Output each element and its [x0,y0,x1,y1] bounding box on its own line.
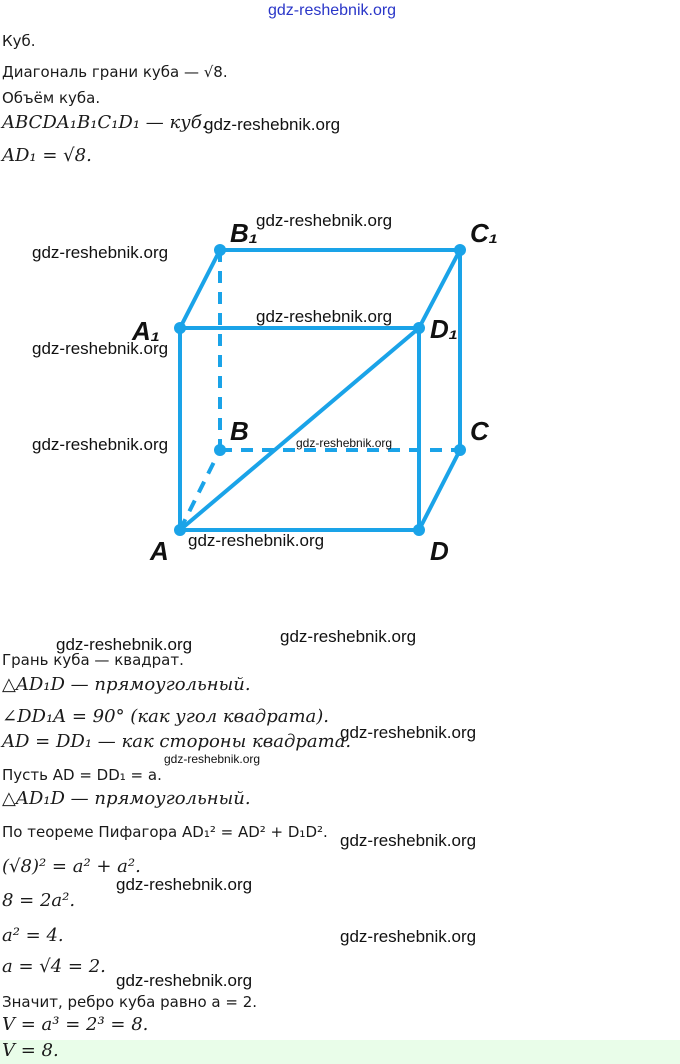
watermark: gdz-reshebnik.org [204,115,341,134]
given-line-1: Куб. [2,32,36,50]
watermark: gdz-reshebnik.org [116,875,253,894]
label-B: B [230,416,249,446]
vertex-A [174,524,186,536]
label-D1: D₁ [430,314,458,344]
solution-line-6: △AD₁D — прямоугольный. [2,788,251,809]
label-C: C [470,416,489,446]
solution-line-7: По теореме Пифагора AD₁² = AD² + D₁D². [2,823,328,841]
given-line-2: Диагональ грани куба — √8. [2,63,228,81]
label-D: D [430,536,449,566]
solution-line-3: ∠DD₁A = 90° (как угол квадрата). [2,706,330,727]
solution-line-9: 8 = 2a². [2,890,76,911]
watermark: gdz-reshebnik.org [32,243,169,262]
vertex-A1 [174,322,186,334]
label-C1: C₁ [470,218,498,248]
solution-line-8: (√8)² = a² + a². [2,856,141,877]
vertex-B1 [214,244,226,256]
watermark: gdz-reshebnik.org [32,339,169,358]
label-A1: A₁ [132,316,160,346]
label-A: A [150,536,169,566]
solution-line-5: Пусть AD = DD₁ = a. [2,766,162,784]
watermark: gdz-reshebnik.org [164,752,261,766]
watermark: gdz-reshebnik.org [340,831,477,850]
vertex-B [214,444,226,456]
vertex-C1 [454,244,466,256]
watermark: gdz-reshebnik.org [32,435,169,454]
watermark: gdz-reshebnik.org [256,211,393,230]
watermark: gdz-reshebnik.org [280,627,417,646]
watermark: gdz-reshebnik.org [188,531,325,550]
vertex-D [413,524,425,536]
watermark: gdz-reshebnik.org [256,307,393,326]
solution-line-10: a² = 4. [2,925,64,946]
diagonal-A-D1 [180,328,419,530]
given-line-3: Объём куба. [2,89,101,107]
answer-line: V = 8. [2,1040,59,1061]
notation-line-1: ABCDA₁B₁C₁D₁ — куб. [2,112,208,133]
solution-line-1: Грань куба — квадрат. [2,651,184,669]
notation-line-2: AD₁ = √8. [2,145,92,166]
solution-line-11: a = √4 = 2. [2,956,106,977]
watermark: gdz-reshebnik.org [340,927,477,946]
edge-D-C [419,450,460,530]
answer-highlight [0,1040,680,1064]
watermark: gdz-reshebnik.org [296,436,393,450]
vertex-D1 [413,322,425,334]
solution-line-12: Значит, ребро куба равно a = 2. [2,993,258,1011]
watermark: gdz-reshebnik.org [116,971,253,990]
vertex-C [454,444,466,456]
watermark-top[interactable]: gdz-reshebnik.org [268,2,397,19]
solution-line-4: AD = DD₁ — как стороны квадрата. [2,731,352,752]
hidden-edge-A-B [180,450,220,530]
solution-line-2: △AD₁D — прямоугольный. [2,674,251,695]
watermark: gdz-reshebnik.org [340,723,477,742]
edge-A1-B1 [180,250,220,328]
watermark: gdz-reshebnik.org [56,635,193,654]
label-B1: B₁ [230,218,258,248]
solution-line-13: V = a³ = 2³ = 8. [2,1014,149,1035]
